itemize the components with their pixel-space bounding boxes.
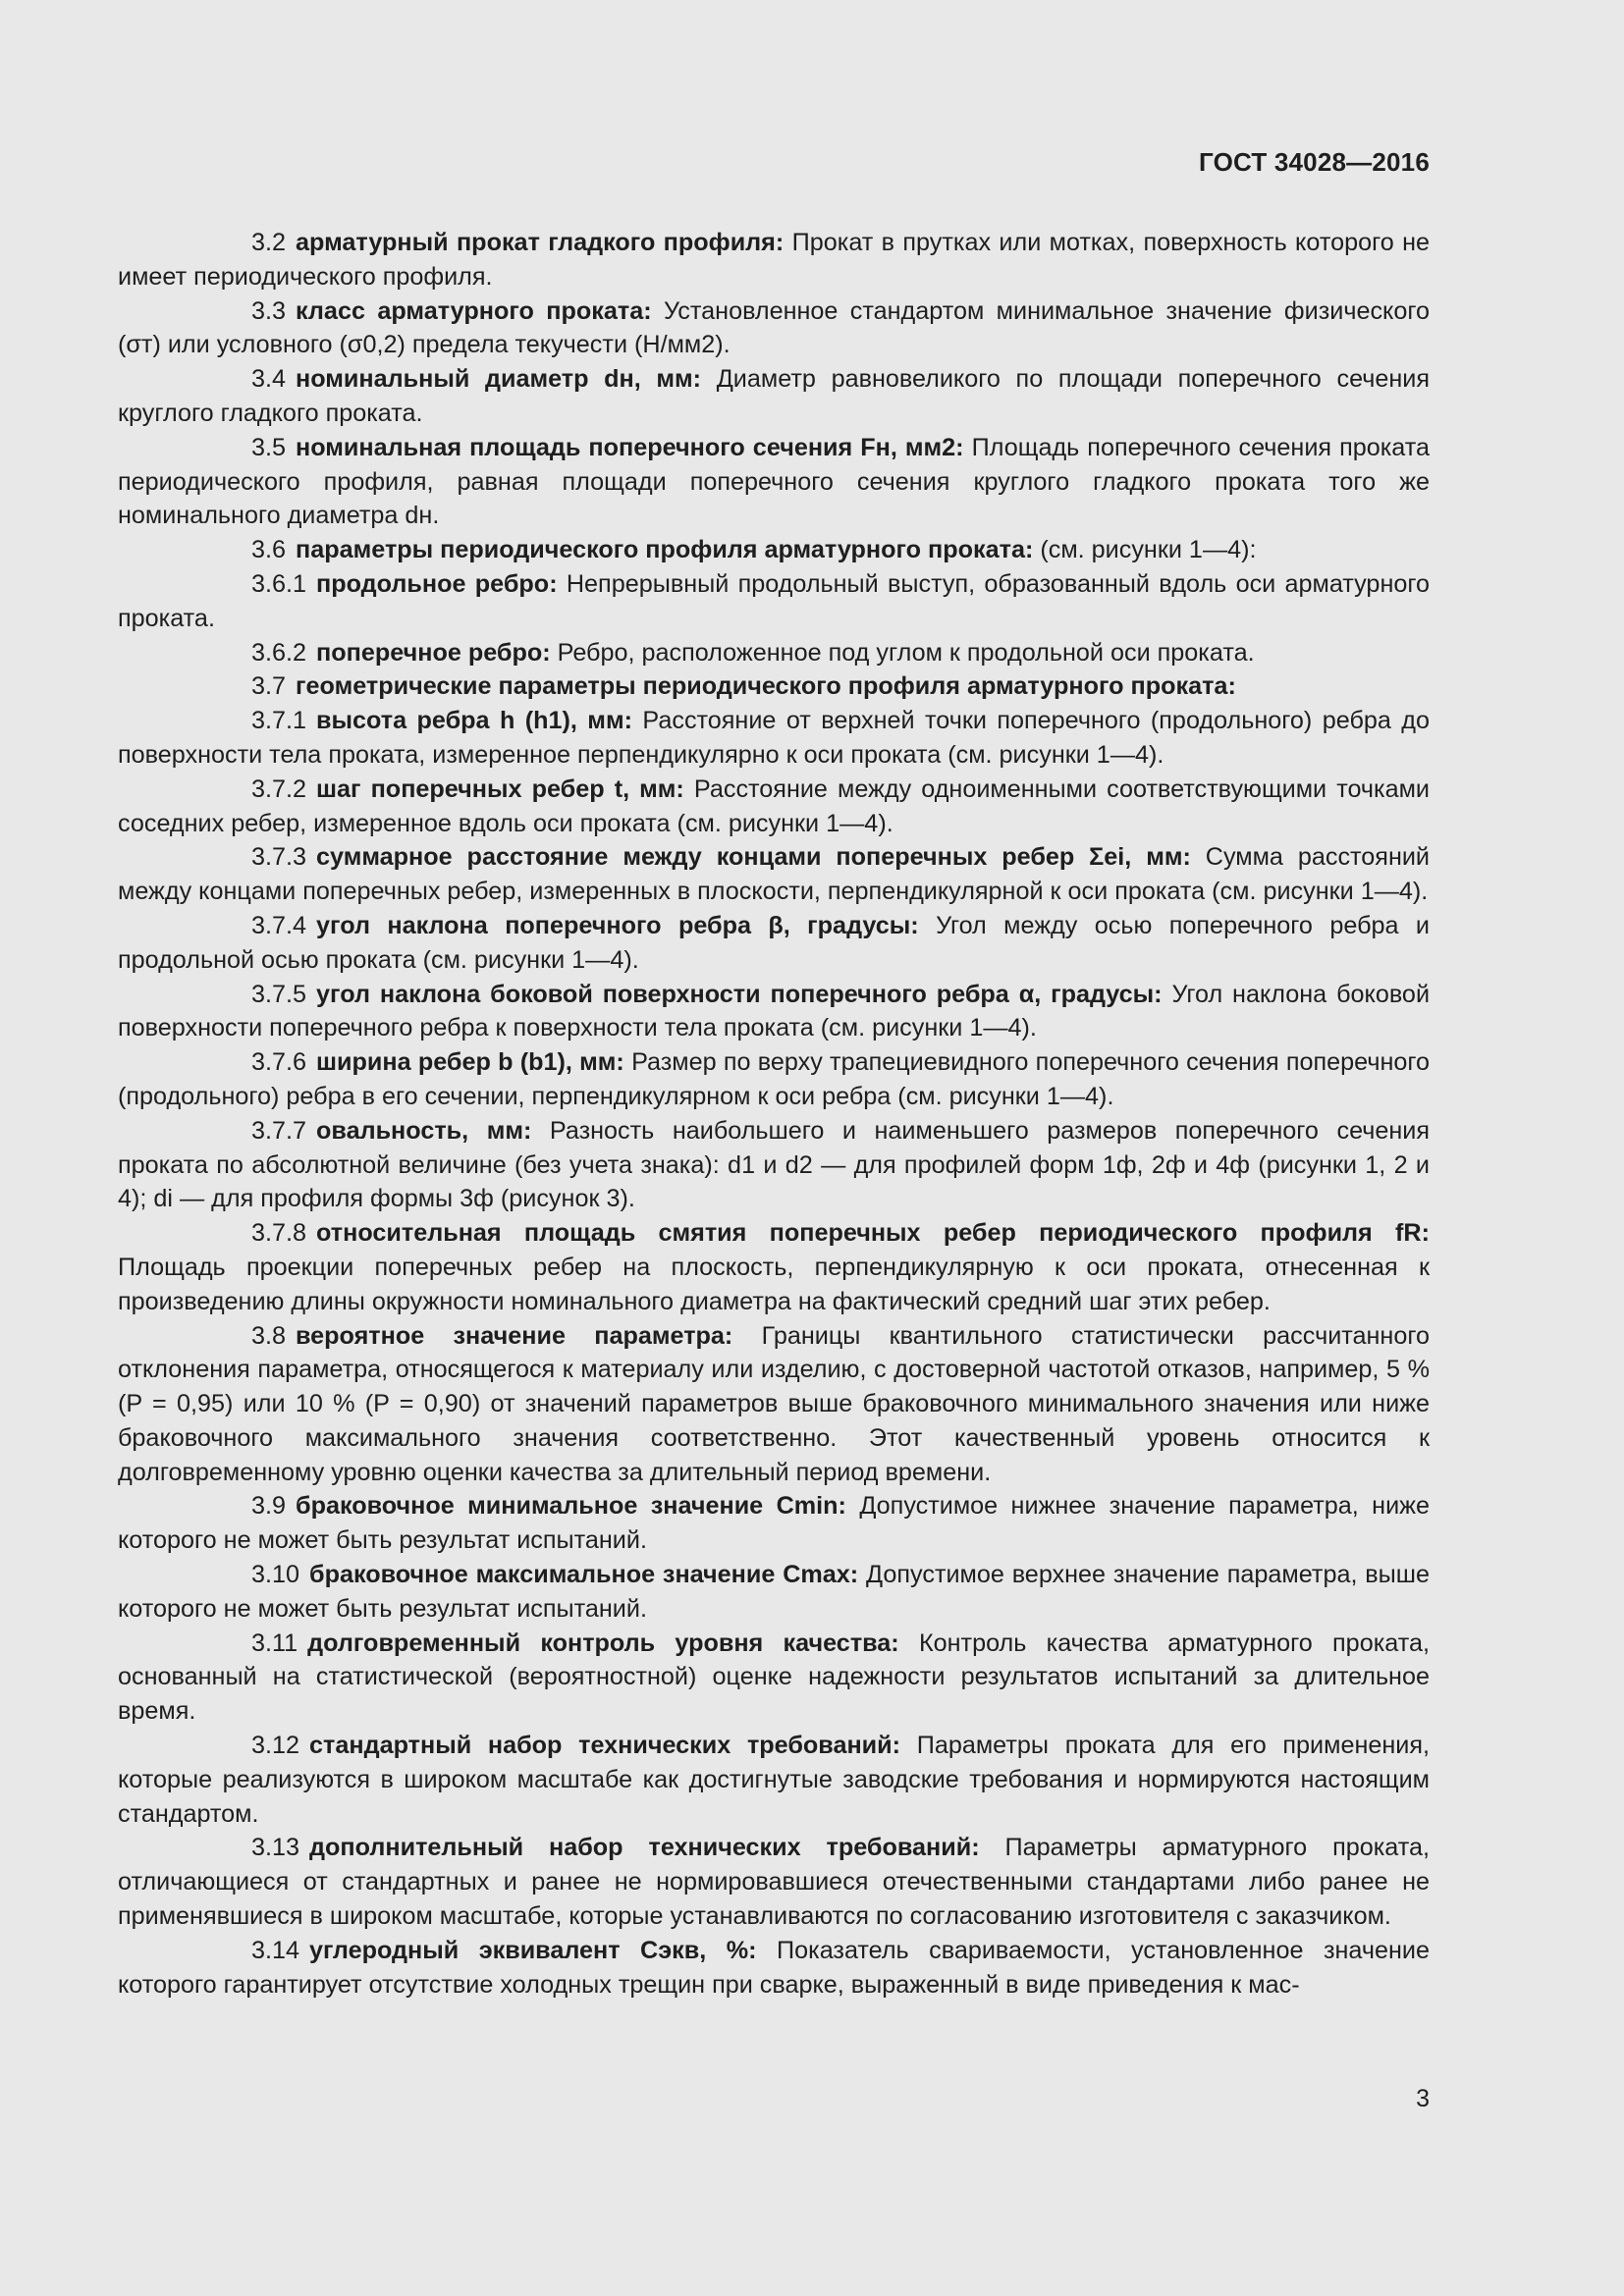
clause-term: шаг поперечных ребер t, мм: [316,774,684,803]
definition-paragraph [118,431,1430,533]
clause-number: 3.13 [251,1834,300,1862]
clause-text: Установленное стандартом минимальное значение физического (σт) или условного (σ0,2) предела текучести (Н/мм2). [118,296,1430,359]
clause-term: высота ребра h (h1), мм: [316,707,632,735]
clause-text: Угол наклона боковой поверхности поперечного ребра к поверхности тела проката (см. рисунки 1—4). [118,980,1431,1042]
clause-term: ширина ребер b (b1), мм: [316,1048,624,1077]
clause-term: стандартный набор технических требований: [309,1732,901,1760]
clause-number: 3.14 [251,1936,300,1964]
definitions-body [118,226,1430,2002]
definition-paragraph [118,704,1430,773]
standard-header: ГОСТ 34028—2016 [1199,147,1430,177]
clause-term: угол наклона поперечного ребра β, градусы: [316,911,919,939]
clause-term: суммарное расстояние между концами поперечных ребер Σei, мм: [316,843,1191,872]
definition-paragraph [118,636,1430,670]
definition-paragraph [118,1045,1430,1114]
clause-term: параметры периодического профиля арматурного проката: [296,536,1034,564]
definition-paragraph [118,1627,1430,1729]
clause-number: 3.7.6 [251,1048,307,1077]
clause-text: Параметры проката для его применения, которые реализуются в широком масштабе как достигнутые заводские требования и нормируются настоящим стандартом. [118,1732,1430,1828]
clause-text: Угол между осью поперечного ребра и продольной осью проката (см. рисунки 1—4). [118,911,1431,974]
definition-paragraph [118,1934,1430,2002]
definition-paragraph [118,362,1430,431]
clause-number: 3.11 [251,1629,298,1657]
clause-number: 3.12 [251,1732,300,1760]
clause-number: 3.7.5 [251,980,307,1008]
clause-text: Площадь поперечного сечения проката периодического профиля, равная площади поперечного сечения круглого гладкого проката того же номинального диаметра dн. [118,433,1431,530]
clause-text: Допустимое нижнее значение параметра, ниже которого не может быть результат испытаний. [118,1492,1431,1555]
clause-term: класс арматурного проката: [296,296,652,325]
clause-text: Показатель свариваемости, установленное значение которого гарантирует отсутствие холодных трещин при сварке, выраженный в виде приведения к мас- [118,1936,1431,1999]
page-number: 3 [1416,2085,1430,2112]
definition-paragraph [118,294,1430,363]
definition-paragraph [118,1558,1430,1627]
definition-paragraph [118,1729,1430,1831]
clause-number: 3.7 [251,672,287,701]
clause-number: 3.4 [251,365,287,394]
clause-text: Площадь проекции поперечных ребер на плоскость, перпендикулярную к оси проката, отнесенная к произведению длины окружности номинального диаметра на фактический средний шаг этих ребер. [118,1253,1430,1315]
clause-number: 3.7.7 [251,1116,307,1145]
clause-text: Параметры арматурного проката, отличающиеся от стандартных и ранее не нормировавшиеся отечественными стандартами либо ранее не применявшиеся в широком масштабе, которые устанавливаются по согласованию изготовителя с заказчиком. [118,1834,1431,1931]
clause-text: (см. рисунки 1—4): [1040,536,1257,564]
definition-paragraph [118,978,1430,1046]
clause-term: браковочное максимальное значение Cmax: [309,1561,859,1589]
definition-paragraph [118,773,1430,841]
clause-term: углеродный эквивалент Сэкв, %: [309,1936,757,1964]
clause-text: Разность наибольшего и наименьшего размеров поперечного сечения проката по абсолютной величине (без учета знака): d1 и d2 — для профилей форм 1ф, 2ф и 4ф (рисунки 1, 2 и 4); di — для профиля формы 3ф (рисунок 3). [118,1116,1430,1213]
clause-text: Границы квантильного статистически рассчитанного отклонения параметра, относящегося к материалу или изделию, с достоверной частотой отказов, например, 5 % (P = 0,95) или 10 % (P = 0,90) от значений параметров выше браковочного минимального значения или ниже браковочного максимального значения соответственно. Этот качественный уровень относится к долговременному уровню оценки качества за длительный период времени. [118,1321,1430,1486]
clause-term: дополнительный набор технических требований: [309,1834,980,1862]
definition-paragraph [118,1489,1430,1558]
definition-paragraph [118,567,1430,636]
clause-term: номинальная площадь поперечного сечения Fн, мм2: [296,433,964,461]
clause-number: 3.9 [251,1492,287,1521]
clause-number: 3.6 [251,536,287,564]
definition-paragraph [118,1216,1430,1318]
clause-text: Сумма расстояний между концами поперечных ребер, измеренных в плоскости, перпендикулярной к оси проката (см. рисунки 1—4). [118,843,1431,906]
clause-number: 3.7.3 [251,843,307,872]
clause-term: овальность, мм: [316,1116,532,1145]
clause-text: Непрерывный продольный выступ, образованный вдоль оси арматурного проката. [118,569,1430,632]
clause-term: браковочное минимальное значение Cmin: [296,1492,846,1521]
clause-term: угол наклона боковой поверхности поперечного ребра α, градусы: [316,980,1163,1008]
clause-term: долговременный контроль уровня качества: [307,1629,899,1657]
definition-paragraph [118,909,1430,978]
clause-number: 3.3 [251,296,287,325]
clause-term: поперечное ребро: [316,638,551,667]
clause-number: 3.7.2 [251,774,307,803]
clause-term: арматурный прокат гладкого профиля: [296,229,785,256]
clause-term: номинальный диаметр dн, мм: [296,365,702,394]
clause-term: продольное ребро: [316,569,558,598]
definition-paragraph [118,669,1430,704]
clause-text: Контроль качества арматурного проката, основанный на статистической (вероятностной) оценке надежности результатов испытаний за длительное время. [118,1629,1430,1726]
clause-term: относительная площадь смятия поперечных ребер периодического профиля fR: [316,1219,1430,1248]
clause-text: Расстояние между одноименными соответствующими точками соседних ребер, измеренное вдоль оси проката (см. рисунки 1—4). [118,774,1430,837]
clause-text: Ребро, расположенное под углом к продольной оси проката. [557,638,1255,667]
definition-paragraph [118,1114,1430,1216]
clause-term: геометрические параметры периодического профиля арматурного проката: [296,672,1236,701]
definition-paragraph [118,1319,1430,1490]
definition-paragraph [118,226,1430,294]
clause-number: 3.7.4 [251,911,307,939]
clause-number: 3.8 [251,1321,287,1350]
clause-text: Размер по верху трапециевидного поперечного сечения поперечного (продольного) ребра в его сечении, перпендикулярном к оси ребра (см. рисунки 1—4). [118,1048,1431,1110]
definition-paragraph [118,1831,1430,1933]
definition-paragraph [118,840,1430,909]
clause-text: Прокат в прутках или мотках, поверхность которого не имеет периодического профиля. [118,229,1431,291]
clause-text: Диаметр равновеликого по площади поперечного сечения круглого гладкого проката. [118,365,1430,427]
clause-number: 3.10 [251,1561,300,1589]
clause-number: 3.6.1 [251,569,307,598]
clause-number: 3.2 [251,229,287,256]
clause-term: вероятное значение параметра: [296,1321,733,1350]
clause-text: Расстояние от верхней точки поперечного (продольного) ребра до поверхности тела проката, измеренное перпендикулярно к оси проката (см. рисунки 1—4). [118,707,1430,769]
clause-number: 3.7.8 [251,1219,307,1248]
clause-number: 3.6.2 [251,638,307,667]
clause-text: Допустимое верхнее значение параметра, выше которого не может быть результат испытаний. [118,1561,1430,1623]
clause-number: 3.5 [251,433,287,461]
definition-paragraph [118,533,1430,567]
clause-number: 3.7.1 [251,707,307,735]
